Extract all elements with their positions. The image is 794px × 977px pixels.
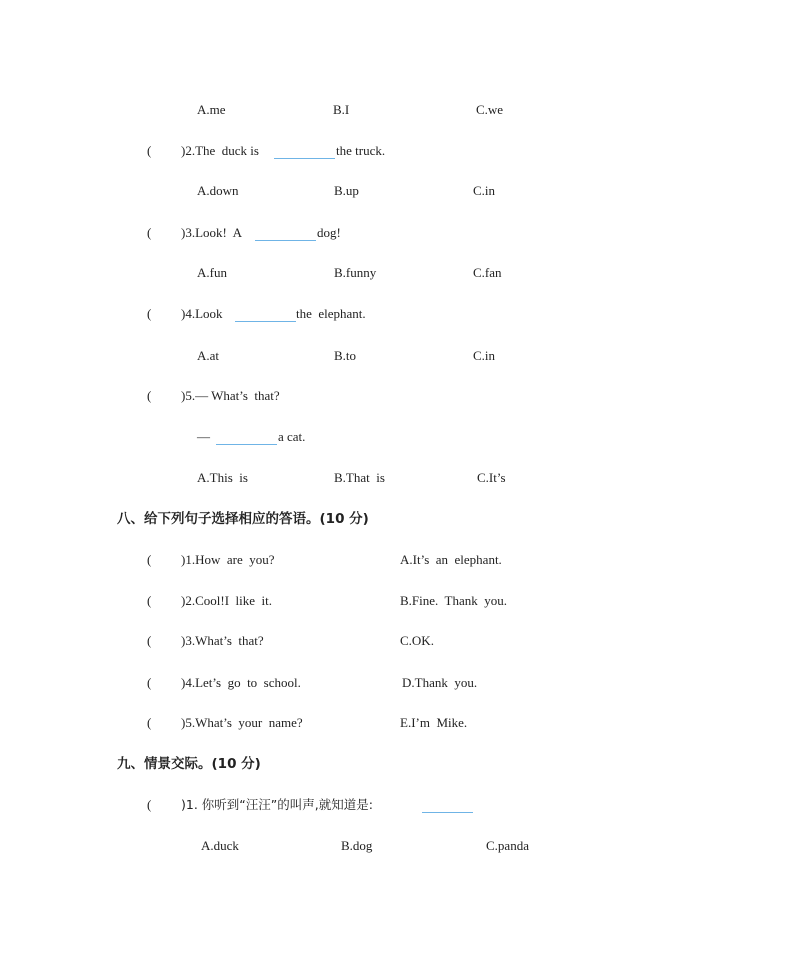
q2-after: the truck. [336, 143, 386, 158]
q1-option-c: C.we [476, 102, 504, 117]
s8-q1-question: )1.How are you? [181, 552, 275, 567]
q5-option-c: C.It’s [477, 470, 506, 485]
q4-paren: ( [147, 306, 152, 321]
s9-q1-paren: ( [147, 797, 152, 812]
s9-q1-question: )1. 你听到“汪汪”的叫声,就知道是: [181, 797, 373, 812]
s8-answer-a: A.It’s an elephant. [400, 552, 502, 567]
q5-blank[interactable] [216, 444, 277, 445]
s8-q3-paren: ( [147, 633, 152, 648]
s8-answer-d: D.Thank you. [402, 675, 478, 690]
q4-option-a: A.at [197, 348, 220, 363]
q2-option-c: C.in [473, 183, 496, 198]
s8-answer-e: E.I’m Mike. [400, 715, 468, 730]
q3-option-c: C.fan [473, 265, 502, 280]
s9-q1-blank[interactable] [422, 812, 473, 813]
q4-blank[interactable] [235, 321, 296, 322]
s8-q3-question: )3.What’s that? [181, 633, 264, 648]
q3-paren: ( [147, 225, 152, 240]
q3-option-b: B.funny [334, 265, 377, 280]
section9-title: 九、情景交际。(10 分) [117, 756, 261, 772]
s9-q1-option-a: A.duck [201, 838, 239, 853]
q2-question: )2.The duck is [181, 143, 259, 158]
q5-paren: ( [147, 388, 152, 403]
q5-option-a: A.This is [197, 470, 248, 485]
q2-option-b: B.up [334, 183, 359, 198]
s8-q2-question: )2.Cool!I like it. [181, 593, 272, 608]
q1-option-a: A.me [197, 102, 226, 117]
q5-option-b: B.That is [334, 470, 385, 485]
q1-option-b: B.I [333, 102, 350, 117]
q4-option-c: C.in [473, 348, 496, 363]
s8-q4-paren: ( [147, 675, 152, 690]
q5-after: a cat. [278, 429, 306, 444]
q3-question: )3.Look! A [181, 225, 243, 240]
s8-answer-c: C.OK. [400, 633, 434, 648]
s8-q5-paren: ( [147, 715, 152, 730]
s8-answer-b: B.Fine. Thank you. [400, 593, 508, 608]
q3-blank[interactable] [255, 240, 316, 241]
q5-question: )5.— What’s that? [181, 388, 280, 403]
s9-q1-option-c: C.panda [486, 838, 529, 853]
s8-q2-paren: ( [147, 593, 152, 608]
q5-answer-dash: — [197, 429, 210, 444]
s8-q1-paren: ( [147, 552, 152, 567]
q3-after: dog! [317, 225, 341, 240]
s8-q4-question: )4.Let’s go to school. [181, 675, 301, 690]
q2-option-a: A.down [197, 183, 239, 198]
q4-option-b: B.to [334, 348, 357, 363]
q4-question: )4.Look [181, 306, 223, 321]
s9-q1-option-b: B.dog [341, 838, 373, 853]
q4-after: the elephant. [296, 306, 366, 321]
q3-option-a: A.fun [197, 265, 227, 280]
q2-paren: ( [147, 143, 152, 158]
section8-title: 八、给下列句子选择相应的答语。(10 分) [117, 511, 369, 527]
s8-q5-question: )5.What’s your name? [181, 715, 303, 730]
q2-blank[interactable] [274, 158, 335, 159]
